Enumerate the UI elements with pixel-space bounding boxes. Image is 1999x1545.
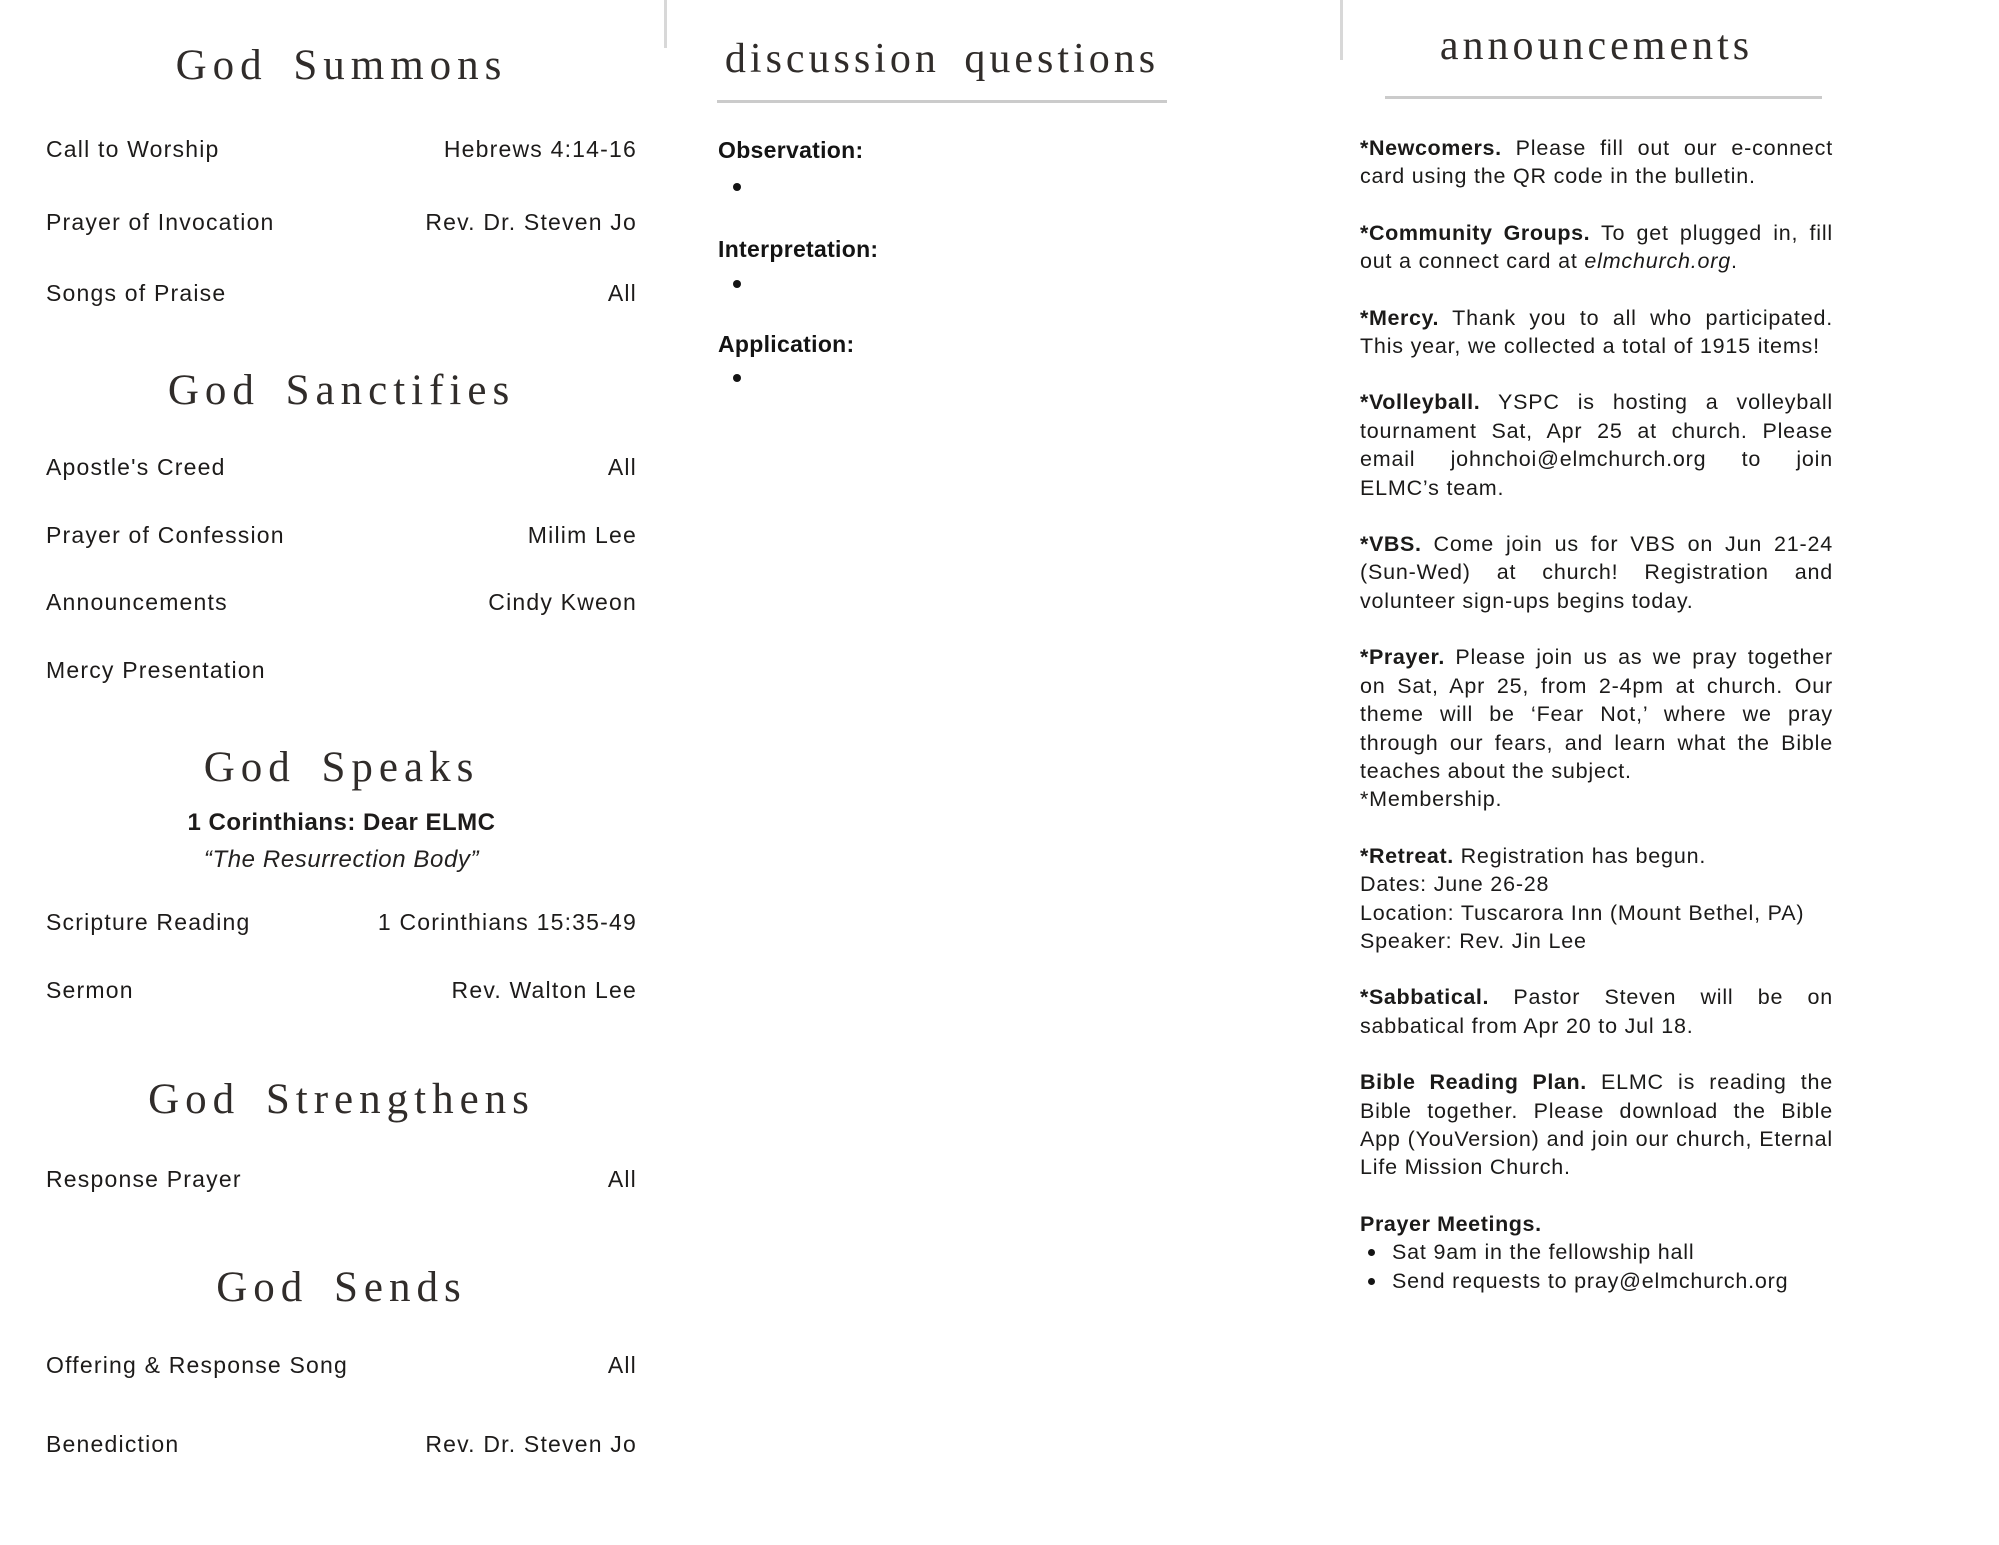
- worship-row-label: Prayer of Confession: [46, 522, 285, 548]
- announcement-membership-line: *Membership.: [1360, 787, 1503, 812]
- announcement-text: To get plugged in, fill out a connect card at: [1360, 220, 1834, 274]
- announcement-lead: *Community Groups.: [1360, 220, 1591, 245]
- announcement-vbs: [1360, 530, 1833, 615]
- announcement-prayer: [1360, 643, 1833, 813]
- announcement-sabbatical: [1360, 983, 1833, 1040]
- bullet-dot: [733, 183, 741, 191]
- worship-row-label: Call to Worship: [46, 136, 220, 162]
- worship-row-label: Response Prayer: [46, 1166, 242, 1192]
- announcement-newcomers: [1360, 134, 1833, 191]
- worship-row-value: All: [607, 1166, 637, 1192]
- worship-row-label: Offering & Response Song: [46, 1352, 348, 1378]
- worship-row-value: All: [607, 280, 637, 306]
- discussion-label-interpretation: Interpretation:: [718, 236, 879, 262]
- announcement-text: Come join us for VBS on Jun 21-24 (Sun-Wed) at church! Registration and volunteer sign-ups begins today.: [1360, 532, 1833, 613]
- worship-row-value: Rev. Dr. Steven Jo: [425, 1431, 637, 1457]
- worship-section-title: God Sanctifies: [167, 367, 516, 414]
- announcement-text: Registration has begun.: [1460, 843, 1707, 868]
- announcement-text: Please fill out our e-connect card using the QR code in the bulletin.: [1360, 136, 1833, 189]
- worship-row: [46, 280, 637, 308]
- worship-row: [46, 909, 637, 937]
- announcement-lead: *VBS.: [1360, 532, 1422, 557]
- announcement-lead: Bible Reading Plan.: [1360, 1070, 1587, 1095]
- worship-row: [46, 1352, 637, 1380]
- prayer-meetings-item: Send requests to pray@elmchurch.org: [1368, 1267, 1833, 1295]
- announcement-lead: *Volleyball.: [1360, 390, 1481, 415]
- worship-section-title: God Sends: [216, 1264, 467, 1311]
- worship-row: [46, 209, 637, 237]
- worship-row-value: Hebrews 4:14-16: [443, 136, 637, 162]
- announcement-retreat: [1360, 842, 1833, 956]
- worship-section-title: God Strengthens: [148, 1076, 535, 1123]
- worship-row: [46, 136, 637, 164]
- worship-row-label: Announcements: [46, 589, 228, 615]
- announcement-text: Pastor Steven will be on sabbatical from Apr 20 to Jul 18.: [1360, 985, 1833, 1038]
- worship-row: [46, 657, 637, 685]
- announcement-community-groups: [1360, 219, 1833, 276]
- retreat-dates: Dates: June 26-28: [1360, 872, 1550, 897]
- announcement-volleyball: [1360, 388, 1833, 502]
- announcement-lead: *Mercy.: [1360, 305, 1440, 330]
- announcement-text: ELMC is reading the Bible together. Please download the Bible App (YouVersion) and join our church, Eternal Life Mission Church.: [1360, 1070, 1833, 1180]
- worship-section-title: God Speaks: [203, 744, 480, 791]
- worship-row-value: Cindy Kweon: [488, 589, 637, 615]
- worship-row: [46, 1431, 637, 1459]
- announcement-text: Thank you to all who participated. This year, we collected a total of 1915 items!: [1360, 305, 1833, 359]
- worship-row-value: 1 Corinthians 15:35-49: [377, 909, 637, 935]
- worship-row-label: Prayer of Invocation: [46, 209, 275, 235]
- worship-row-label: Scripture Reading: [46, 909, 251, 935]
- prayer-meetings-item: Sat 9am in the fellowship hall: [1368, 1238, 1833, 1266]
- sermon-title: “The Resurrection Body”: [203, 846, 480, 873]
- announcement-link-text: elmchurch.org: [1584, 249, 1732, 274]
- announcement-lead: *Sabbatical.: [1360, 985, 1490, 1010]
- bullet-dot: [733, 374, 741, 382]
- worship-row-value: Rev. Walton Lee: [451, 977, 637, 1003]
- worship-row: [46, 1166, 637, 1194]
- announcement-lead: Prayer Meetings.: [1360, 1211, 1542, 1236]
- announcement-lead: *Retreat.: [1360, 843, 1454, 868]
- worship-row-label: Apostle's Creed: [46, 454, 226, 480]
- worship-row-value: All: [607, 1352, 637, 1378]
- worship-row-label: Mercy Presentation: [46, 657, 266, 683]
- discussion-label-observation: Observation:: [718, 137, 864, 163]
- announcements-title: announcements: [1439, 23, 1754, 69]
- worship-row-value: All: [607, 454, 637, 480]
- announcement-lead: *Prayer.: [1360, 645, 1445, 670]
- announcements-list: [1360, 134, 1833, 1295]
- announcement-lead: *Newcomers.: [1360, 136, 1502, 160]
- bullet-dot: [733, 280, 741, 288]
- worship-row-label: Sermon: [46, 977, 134, 1003]
- worship-section-title: God Summons: [175, 42, 508, 89]
- announcement-bible-reading-plan: [1360, 1068, 1833, 1182]
- worship-row: [46, 454, 637, 482]
- announcement-suffix: .: [1731, 249, 1738, 274]
- announcement-prayer-meetings: [1360, 1210, 1833, 1238]
- announcement-mercy: [1360, 304, 1833, 361]
- title-underline: [717, 100, 1167, 103]
- worship-row-label: Benediction: [46, 1431, 180, 1457]
- retreat-speaker: Speaker: Rev. Jin Lee: [1360, 928, 1587, 953]
- prayer-meetings-list: [1360, 1238, 1833, 1295]
- retreat-location: Location: Tuscarora Inn (Mount Bethel, PA): [1360, 900, 1805, 925]
- announcement-text: Please join us as we pray together on Sat, Apr 25, from 2-4pm at church. Our theme will be ‘Fear Not,’ where we pray through our fears, and learn what the Bible teaches about the subject.: [1360, 645, 1833, 783]
- discussion-label-application: Application:: [718, 331, 855, 357]
- worship-row: [46, 522, 637, 550]
- announcement-text: YSPC is hosting a volleyball tournament Sat, Apr 25 at church. Please email johnchoi@elmchurch.org to join ELMC’s team.: [1360, 390, 1833, 500]
- title-underline: [1385, 96, 1822, 99]
- discussion-questions-title: discussion questions: [724, 36, 1160, 82]
- worship-row: [46, 589, 637, 617]
- worship-row: [46, 977, 637, 1005]
- worship-row-label: Songs of Praise: [46, 280, 227, 306]
- sermon-series-title: 1 Corinthians: Dear ELMC: [187, 809, 496, 836]
- worship-row-value: Milim Lee: [527, 522, 637, 548]
- column-divider-right: [1340, 0, 1343, 60]
- worship-row-value: Rev. Dr. Steven Jo: [425, 209, 637, 235]
- column-divider-left: [664, 0, 667, 48]
